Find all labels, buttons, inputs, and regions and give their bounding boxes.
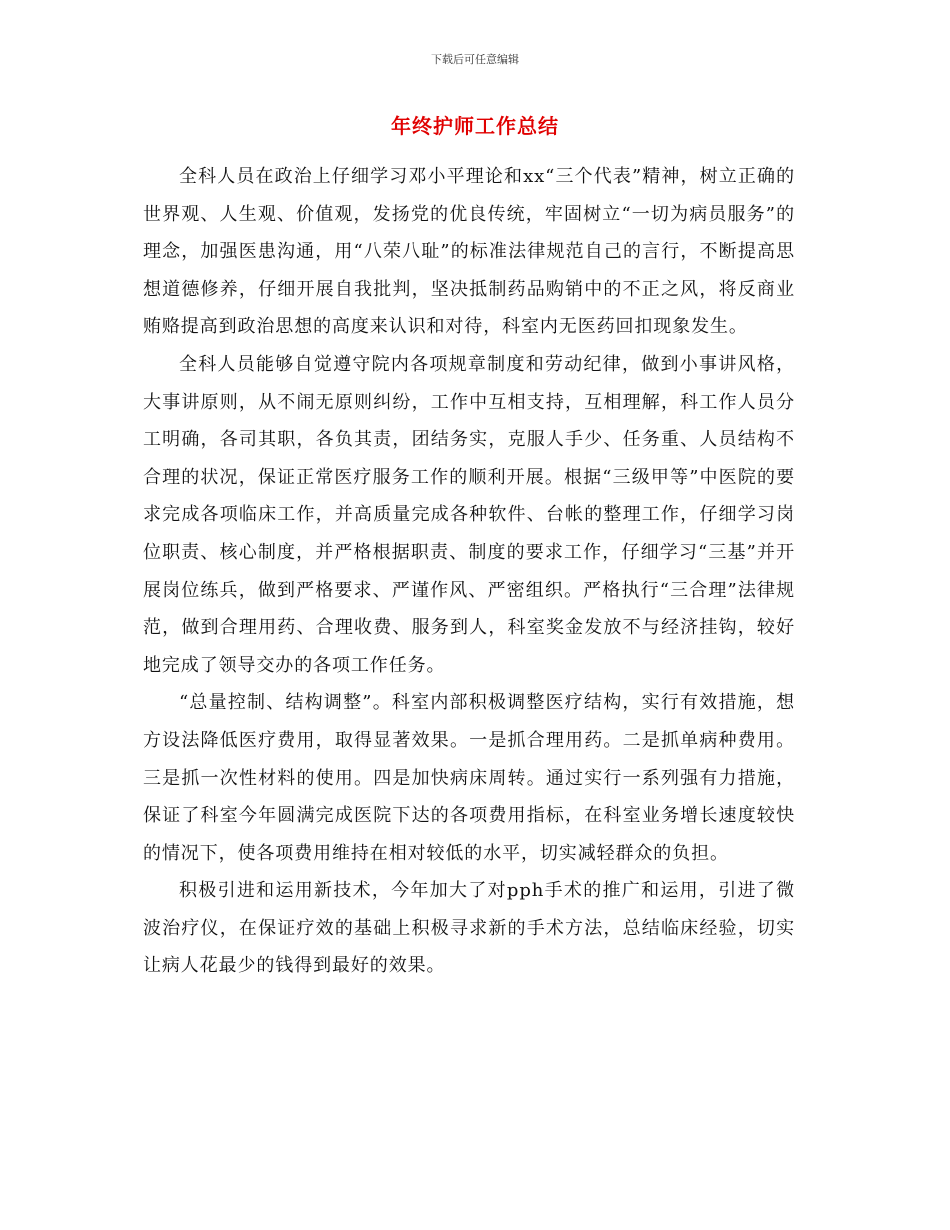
paragraph-2: 全科人员能够自觉遵守院内各项规章制度和劳动纪律，做到小事讲风格，大事讲原则，从不闹无原则纠纷，工作中互相支持，互相理解，科工作人员分工明确，各司其职，各负其责，团结务实，克服人手少、任务重、人员结构不合理的状况，保证正常医疗服务工作的顺利开展。根据“三级甲等”中医院的要求完成各项临床工作，并高质量完成各种软件、台帐的整理工作，仔细学习岗位职责、核心制度，并严格根据职责、制度的要求工作，仔细学习“三基”并开展岗位练兵，做到严格要求、严谨作风、严密组织。严格执行“三合理”法律规范，做到合理用药、合理收费、服务到人，科室奖金发放不与经济挂钩，较好地完成了领导交办的各项工作任务。 bbox=[143, 353, 795, 676]
paragraph-1: 全科人员在政治上仔细学习邓小平理论和xx“三个代表”精神，树立正确的世界观、人生观、价值观，发扬党的优良传统，牢固树立“一切为病员服务”的理念，加强医患沟通，用“八荣八耻”的标准法律规范自己的言行，不断提高思想道德修养，仔细开展自我批判，坚决抵制药品购销中的不正之风，将反商业贿赂提高到政治思想的高度来认识和对待，科室内无医药回扣现象发生。 bbox=[143, 166, 795, 338]
paragraph-3: “总量控制、结构调整”。科室内部积极调整医疗结构，实行有效措施，想方设法降低医疗费用，取得显著效果。一是抓合理用药。二是抓单病种费用。三是抓一次性材料的使用。四是加快病床周转。通过实行一系列强有力措施，保证了科室今年圆满完成医院下达的各项费用指标，在科室业务增长速度较快的情况下，使各项费用维持在相对较低的水平，切实减轻群众的负担。 bbox=[143, 692, 795, 864]
document-title: 年终护师工作总结 bbox=[391, 114, 559, 138]
paragraph-4: 积极引进和运用新技术，今年加大了对pph手术的推广和运用，引进了微波治疗仪，在保证疗效的基础上积极寻求新的手术方法，总结临床经验，切实让病人花最少的钱得到最好的效果。 bbox=[143, 880, 795, 977]
page-header-note: 下载后可任意编辑 bbox=[431, 53, 519, 66]
document-body bbox=[143, 158, 795, 985]
